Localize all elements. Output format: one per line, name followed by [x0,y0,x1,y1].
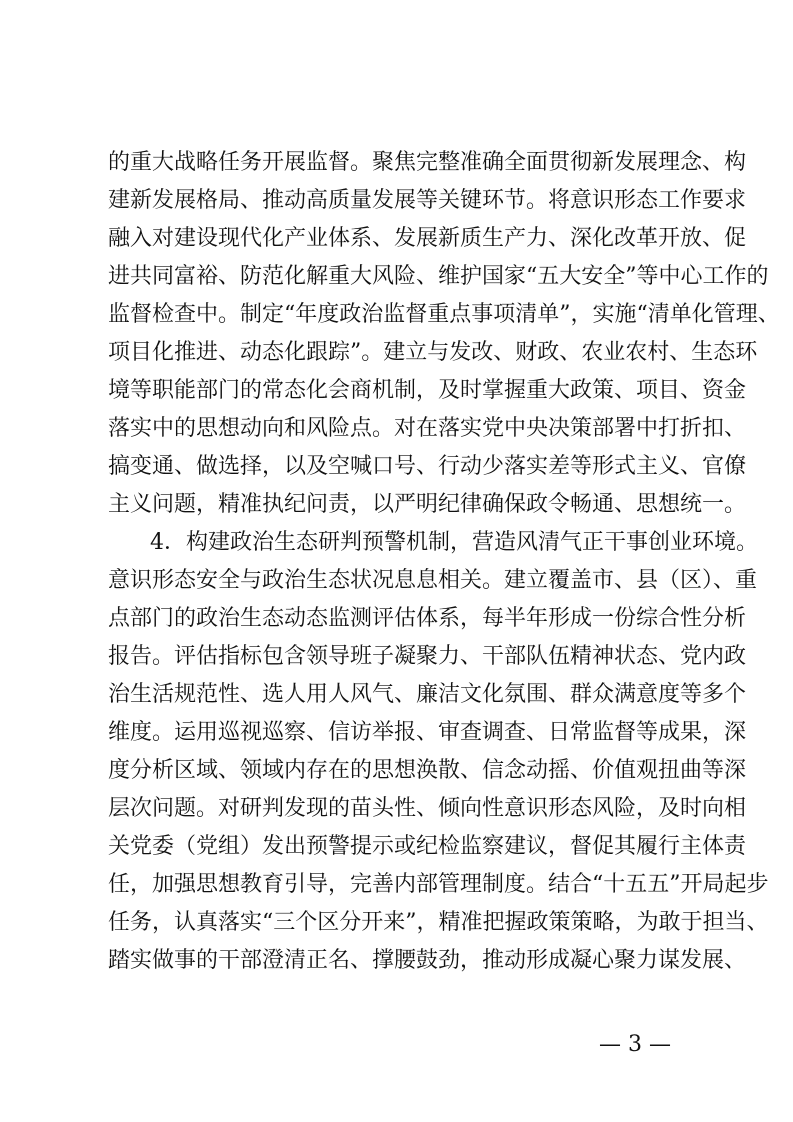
text-line: 度分析区域、领域内存在的思想涣散、信念动摇、价值观扭曲等深 [108,758,747,783]
text-line: 治生活规范性、选人用人风气、廉洁文化氛围、群众满意度等多个 [108,682,747,707]
text-line: 搞变通、做选择，以及空喊口号、行动少落实差等形式主义、官僚 [108,454,747,479]
text-line: 监督检查中。制定“年度政治监督重点事项清单”，实施“清单化管理、 [108,302,780,327]
text-line: 踏实做事的干部澄清正名、撑腰鼓劲，推动形成凝心聚力谋发展、 [108,948,747,973]
text-line: 点部门的政治生态动态监测评估体系，每半年形成一份综合性分析 [108,606,747,631]
text-line: 境等职能部门的常态化会商机制，及时掌握重大政策、项目、资金 [108,378,747,403]
text-line: 层次问题。对研判发现的苗头性、倾向性意识形态风险，及时向相 [108,796,747,821]
page-number: — 3 — [599,1032,671,1057]
text-line: 任务，认真落实“三个区分开来”，精准把握政策策略，为敢于担当、 [108,910,769,935]
text-line: 主义问题，精准执纪问责，以严明纪律确保政令畅通、思想统一。 [108,492,747,517]
text-line: 报告。评估指标包含领导班子凝聚力、干部队伍精神状态、党内政 [108,644,747,669]
text-line: 维度。运用巡视巡察、信访举报、审查调查、日常监督等成果，深 [108,720,747,745]
section-heading-line: 4．构建政治生态研判预警机制，营造风清气正干事创业环境。 [150,530,758,555]
text-line: 落实中的思想动向和风险点。对在落实党中央决策部署中打折扣、 [108,416,747,441]
text-line: 建新发展格局、推动高质量发展等关键环节。将意识形态工作要求 [108,188,747,213]
text-line: 进共同富裕、防范化解重大风险、维护国家“五大安全”等中心工作的 [108,264,769,289]
text-line: 融入对建设现代化产业体系、发展新质生产力、深化改革开放、促 [108,226,747,251]
text-line: 任，加强思想教育引导，完善内部管理制度。结合“十五五”开局起步 [108,872,769,897]
text-line: 项目化推进、动态化跟踪”。建立与发改、财政、农业农村、生态环 [108,340,758,365]
text-line: 意识形态安全与政治生态状况息息相关。建立覆盖市、县（区）、重 [108,568,758,593]
text-line: 的重大战略任务开展监督。聚焦完整准确全面贯彻新发展理念、构 [108,150,747,175]
text-line: 关党委（党组）发出预警提示或纪检监察建议，督促其履行主体责 [108,834,747,859]
